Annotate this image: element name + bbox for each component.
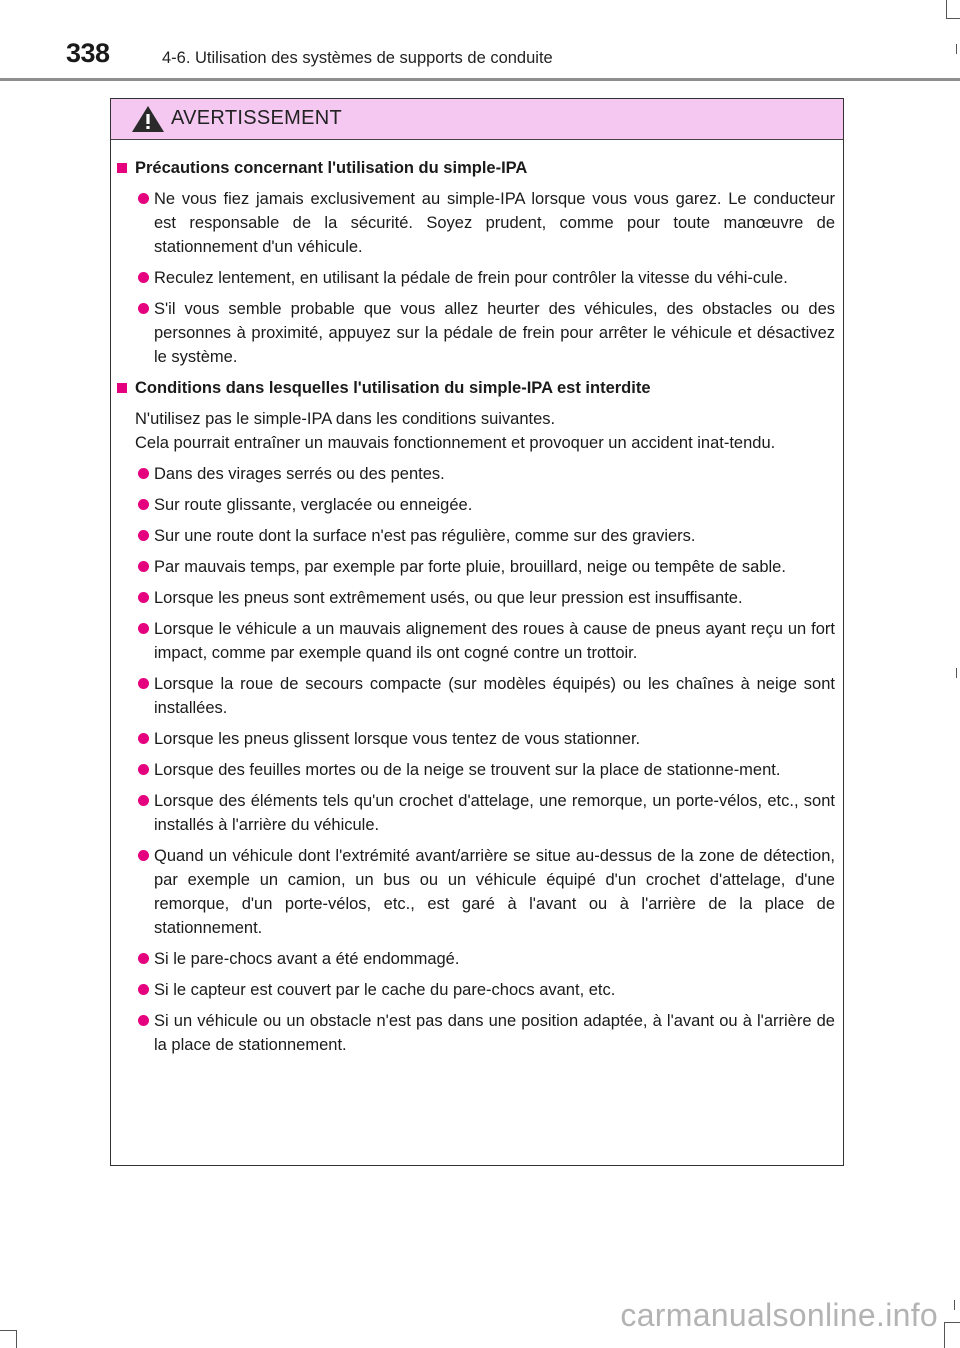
list-item-text: Lorsque les pneus glissent lorsque vous tentez de vous stationner. xyxy=(154,730,641,748)
list-item xyxy=(117,555,835,579)
warning-header xyxy=(111,99,843,140)
crop-mark xyxy=(944,1322,945,1348)
intro-line: N'utilisez pas le simple-IPA dans les conditions suivantes. xyxy=(135,410,556,428)
list-item-text: Quand un véhicule dont l'extrémité avant/arrière se situe au-dessus de la zone de détection, par exemple un camion, un bus ou un véhicule équipé d'un crochet d'attelage, d'une remorque, d'un porte-vélos, etc., est garé à l'avant ou à l'arrière de la place de stationnement. xyxy=(154,847,835,937)
list-item xyxy=(117,187,835,259)
crop-mark xyxy=(946,0,947,18)
section-heading xyxy=(117,376,835,400)
warning-title: AVERTISSEMENT xyxy=(171,107,342,129)
list-item xyxy=(117,727,835,751)
list-item-text: Lorsque des éléments tels qu'un crochet d'attelage, une remorque, un porte-vélos, etc., sont installés à l'arrière du véhicule. xyxy=(154,792,835,834)
round-bullet-icon xyxy=(138,678,149,689)
warning-triangle-icon xyxy=(131,105,165,133)
list-item-text: Lorsque des feuilles mortes ou de la neige se trouvent sur la place de stationne-ment. xyxy=(154,761,781,779)
list-item xyxy=(117,524,835,548)
list-item xyxy=(117,493,835,517)
list-item-text: Lorsque les pneus sont extrêmement usés, ou que leur pression est insuffisante. xyxy=(154,589,743,607)
square-bullet-icon xyxy=(117,383,127,393)
list-item-text: Si un véhicule ou un obstacle n'est pas dans une position adaptée, à l'avant ou à l'arrière de la place de stationnement. xyxy=(154,1012,835,1054)
round-bullet-icon xyxy=(138,592,149,603)
list-item-text: S'il vous semble probable que vous allez heurter des véhicules, des obstacles ou des personnes à proximité, appuyez sur la pédale de frein pour arrêter le véhicule et désactivez le système. xyxy=(154,300,835,366)
list-item xyxy=(117,1009,835,1057)
list-item xyxy=(117,978,835,1002)
crop-mark xyxy=(956,668,957,678)
list-item xyxy=(117,586,835,610)
crop-mark xyxy=(954,1300,955,1310)
header-rule xyxy=(0,78,960,81)
round-bullet-icon xyxy=(138,530,149,541)
crop-mark xyxy=(0,1330,16,1331)
list-item-text: Sur route glissante, verglacée ou enneigée. xyxy=(154,496,473,514)
round-bullet-icon xyxy=(138,623,149,634)
list-item-text: Si le pare-chocs avant a été endommagé. xyxy=(154,950,460,968)
list-item xyxy=(117,297,835,369)
page-number: 338 xyxy=(66,38,110,68)
watermark: carmanualsonline.info xyxy=(620,1297,938,1333)
list-item-text: Lorsque la roue de secours compacte (sur modèles équipés) ou les chaînes à neige sont installées. xyxy=(154,675,835,717)
list-item xyxy=(117,789,835,837)
section-title: 4-6. Utilisation des systèmes de supports de conduite xyxy=(162,49,553,67)
list-item xyxy=(117,844,835,940)
round-bullet-icon xyxy=(138,733,149,744)
crop-mark xyxy=(946,18,960,19)
section-heading-text: Précautions concernant l'utilisation du simple-IPA xyxy=(135,159,528,177)
list-item xyxy=(117,672,835,720)
section-heading-text: Conditions dans lesquelles l'utilisation du simple-IPA est interdite xyxy=(135,379,651,397)
round-bullet-icon xyxy=(138,795,149,806)
list-item xyxy=(117,947,835,971)
intro-paragraph xyxy=(117,407,835,431)
list-item xyxy=(117,758,835,782)
warning-body xyxy=(111,140,843,1057)
list-item-text: Reculez lentement, en utilisant la pédale de frein pour contrôler la vitesse du véhi-cule. xyxy=(154,269,788,287)
round-bullet-icon xyxy=(138,272,149,283)
round-bullet-icon xyxy=(138,953,149,964)
round-bullet-icon xyxy=(138,984,149,995)
crop-mark xyxy=(944,1322,960,1323)
round-bullet-icon xyxy=(138,561,149,572)
list-item xyxy=(117,462,835,486)
round-bullet-icon xyxy=(138,1015,149,1026)
warning-box xyxy=(110,98,844,1166)
round-bullet-icon xyxy=(138,303,149,314)
list-item xyxy=(117,617,835,665)
round-bullet-icon xyxy=(138,499,149,510)
round-bullet-icon xyxy=(138,468,149,479)
intro-line: Cela pourrait entraîner un mauvais fonctionnement et provoquer un accident inat-tendu. xyxy=(135,434,776,452)
round-bullet-icon xyxy=(138,193,149,204)
intro-paragraph xyxy=(117,431,835,455)
list-item xyxy=(117,266,835,290)
list-item-text: Dans des virages serrés ou des pentes. xyxy=(154,465,445,483)
list-item-text: Sur une route dont la surface n'est pas régulière, comme sur des graviers. xyxy=(154,527,696,545)
round-bullet-icon xyxy=(138,850,149,861)
square-bullet-icon xyxy=(117,163,127,173)
crop-mark xyxy=(16,1330,17,1348)
round-bullet-icon xyxy=(138,764,149,775)
list-item-text: Par mauvais temps, par exemple par forte pluie, brouillard, neige ou tempête de sable. xyxy=(154,558,786,576)
list-item-text: Ne vous fiez jamais exclusivement au simple-IPA lorsque vous vous garez. Le conducteur est responsable de la sécurité. Soyez prudent, comme pour toute manœuvre de stationnement d'un véhicule. xyxy=(154,190,835,256)
crop-mark xyxy=(956,44,957,54)
list-item-text: Si le capteur est couvert par le cache du pare-chocs avant, etc. xyxy=(154,981,616,999)
section-heading xyxy=(117,156,835,180)
list-item-text: Lorsque le véhicule a un mauvais alignement des roues à cause de pneus ayant reçu un fort impact, comme par exemple quand ils ont cogné contre un trottoir. xyxy=(154,620,835,662)
